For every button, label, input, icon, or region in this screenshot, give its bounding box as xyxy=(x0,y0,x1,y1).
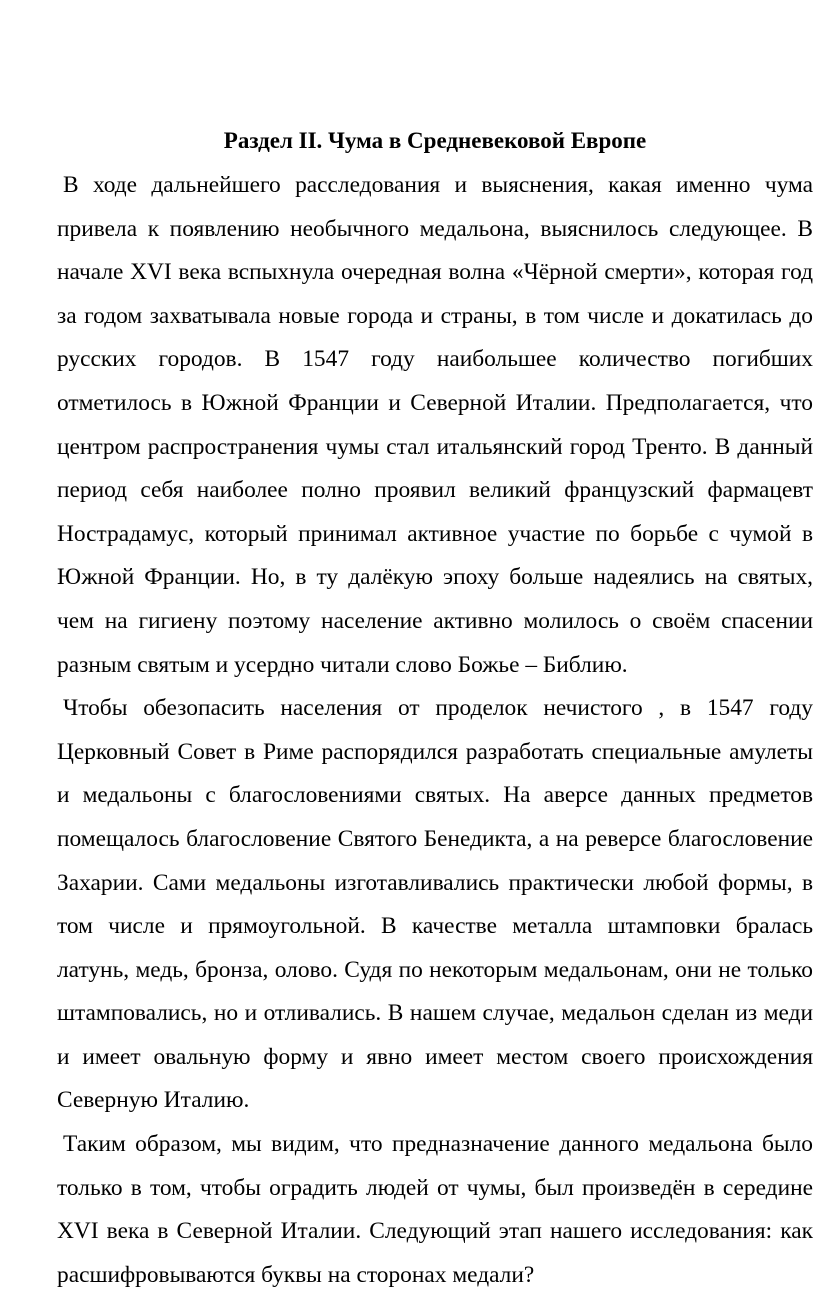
paragraph-1: В ходе дальнейшего расследования и выяснения, какая именно чума привела к появлению необычного медальона, выяснилось следующее. В начале XVI века вспыхнула очередная волна «Чёрной смерти», которая год за годом захватывала новые города и страны, в том числе и докатилась до русских городов. В 1547 году наибольшее количество погибших отметилось в Южной Франции и Северной Италии. Предполагается, что центром распространения чумы стал итальянский город Тренто. В данный период себя наиболее полно проявил великий французский фармацевт Нострадамус, который принимал активное участие по борьбе с чумой в Южной Франции. Но, в ту далёкую эпоху больше надеялись на святых, чем на гигиену поэтому население активно молилось о своём спасении разным святым и усердно читали слово Божье – Библию. xyxy=(57,172,813,678)
document-body xyxy=(57,124,813,1297)
paragraph-2: Чтобы обезопасить населения от проделок нечистого , в 1547 году Церковный Совет в Риме распорядился разработать специальные амулеты и медальоны с благословениями святых. На аверсе данных предметов помещалось благословение Святого Бенедикта, а на реверсе благословение Захарии. Сами медальоны изготавливались практически любой формы, в том числе и прямоугольной. В качестве металла штамповки бралась латунь, медь, бронза, олово. Судя по некоторым медальонам, они не только штамповались, но и отливались. В нашем случае, медальон сделан из меди и имеет овальную форму и явно имеет местом своего происхождения Северную Италию. xyxy=(57,695,813,1114)
paragraph-3: Таким образом, мы видим, что предназначение данного медальона было только в том, чтобы оградить людей от чумы, был произведён в середине XVI века в Северной Италии. Следующий этап нашего исследования: как расшифровываются буквы на сторонах медали? xyxy=(57,1131,813,1288)
section-heading: Раздел II. Чума в Средневековой Европе xyxy=(223,128,647,153)
